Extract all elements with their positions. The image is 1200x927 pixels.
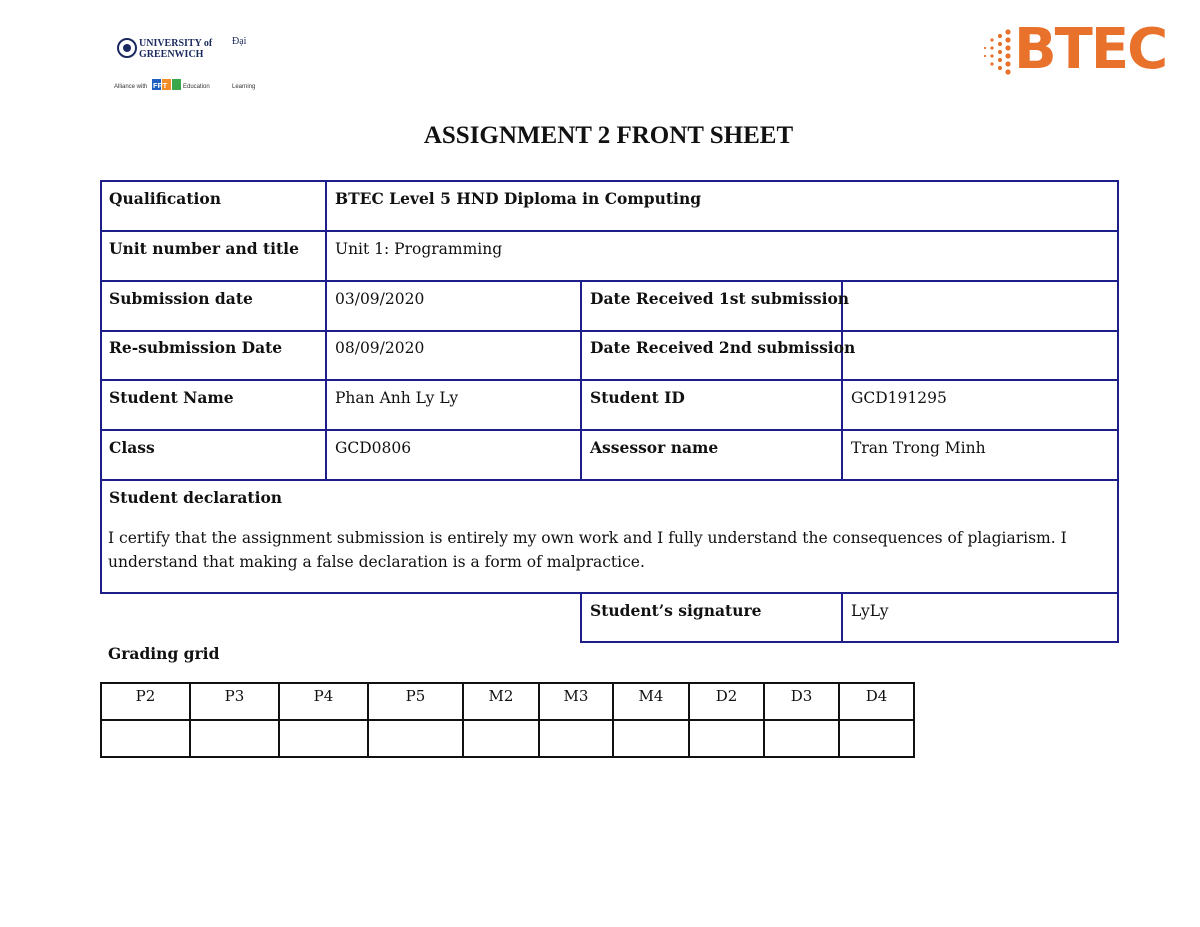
submission-date-label: Submission date	[109, 289, 253, 308]
unit-value: Unit 1: Programming	[335, 240, 503, 258]
submission-date-value: 03/09/2020	[335, 290, 425, 308]
grade-cell-d2	[689, 720, 764, 757]
declaration-text: I certify that the assignment submission is entirely my own work and I fully understand the consequences of plagiarism. I understand that making a false declaration is a form of malpractice.	[108, 529, 1067, 571]
student-id-value: GCD191295	[851, 389, 947, 407]
criterion-m4: M4	[613, 683, 689, 720]
btec-dots-icon	[980, 26, 1014, 84]
grade-cell-m4	[613, 720, 689, 757]
signature-label: Student’s signature	[590, 601, 762, 620]
criterion-p3: P3	[190, 683, 279, 720]
student-id-label: Student ID	[590, 388, 685, 407]
criterion-d2: D2	[689, 683, 764, 720]
resubmission-date-value: 08/09/2020	[335, 339, 425, 357]
class-label: Class	[109, 438, 155, 457]
logo-text-fpt: FPT	[153, 81, 168, 90]
assessor-value: Tran Trong Minh	[851, 439, 986, 457]
grading-grid-label: Grading grid	[108, 644, 220, 663]
unit-label: Unit number and title	[109, 239, 299, 258]
logo-text-alliance: Alliance with	[114, 84, 148, 90]
date-received-2-value	[843, 331, 859, 345]
logo-text-education: Education	[183, 84, 210, 90]
signature-value: LyLy	[851, 602, 889, 620]
resubmission-date-label: Re-submission Date	[109, 338, 283, 357]
class-value: GCD0806	[335, 439, 412, 457]
student-name-label: Student Name	[109, 388, 234, 407]
grading-criteria-row	[101, 683, 914, 720]
btec-logo-text: BTEC	[1014, 17, 1167, 82]
logo-text-greenwich: GREENWICH	[139, 49, 204, 60]
grade-cell-d3	[764, 720, 839, 757]
qualification-value: BTEC Level 5 HND Diploma in Computing	[335, 189, 702, 208]
criterion-d4: D4	[839, 683, 914, 720]
grading-values-row	[101, 720, 914, 757]
grade-cell-p3	[190, 720, 279, 757]
student-name-value: Phan Anh Ly Ly	[335, 389, 459, 407]
date-received-1-value	[843, 282, 859, 296]
grade-cell-p2	[101, 720, 190, 757]
declaration-label: Student declaration	[109, 488, 283, 507]
grade-cell-m2	[463, 720, 539, 757]
btec-logo	[980, 17, 1167, 84]
grade-cell-m3	[539, 720, 613, 757]
qualification-label: Qualification	[109, 189, 221, 208]
grade-cell-p5	[368, 720, 463, 757]
university-of-greenwich-logo	[114, 32, 264, 94]
logo-text-learning: Learning	[232, 84, 256, 90]
assessor-label: Assessor name	[590, 438, 719, 457]
grade-cell-d4	[839, 720, 914, 757]
criterion-m2: M2	[463, 683, 539, 720]
criterion-d3: D3	[764, 683, 839, 720]
criterion-p4: P4	[279, 683, 368, 720]
logo-text-university: UNIVERSITY of	[139, 38, 213, 49]
grading-grid	[100, 682, 915, 758]
criterion-p5: P5	[368, 683, 463, 720]
page-title: ASSIGNMENT 2 FRONT SHEET	[423, 122, 794, 149]
grade-cell-p4	[279, 720, 368, 757]
criterion-p2: P2	[101, 683, 190, 720]
date-received-1-label: Date Received 1st submission	[590, 289, 850, 308]
date-received-2-label: Date Received 2nd submission	[590, 338, 856, 357]
logo-text-dai: Đại	[232, 36, 247, 47]
criterion-m3: M3	[539, 683, 613, 720]
